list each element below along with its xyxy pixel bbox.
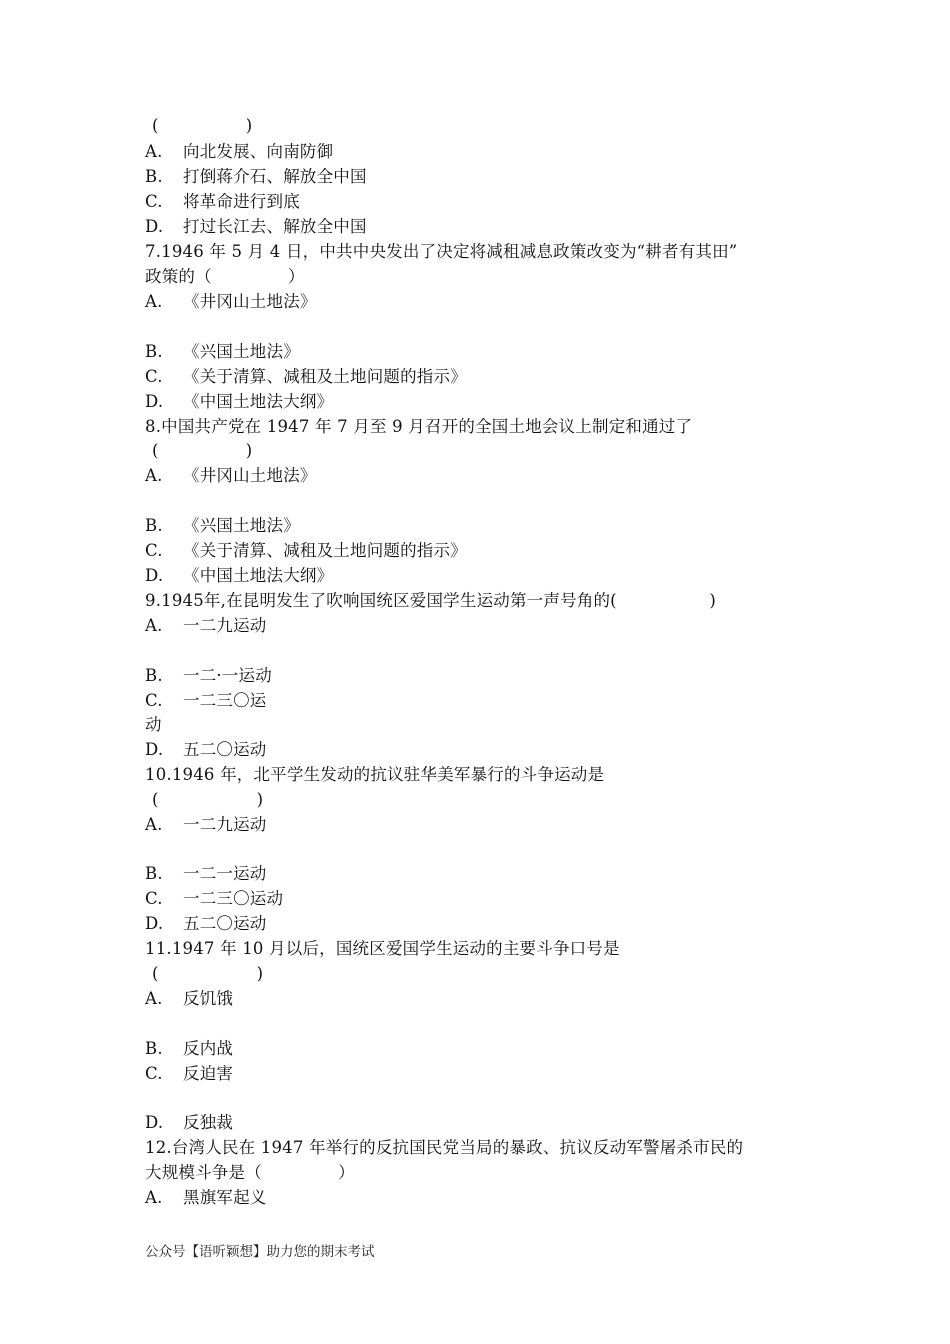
- option-label: D.: [145, 1113, 164, 1132]
- option-label: B.: [145, 666, 163, 685]
- option-label: C.: [145, 889, 163, 908]
- option-q9-c: [145, 689, 267, 713]
- option-label: B.: [145, 516, 163, 535]
- option-text: 黑旗军起义: [183, 1188, 267, 1207]
- option-text: 一二三〇运: [183, 691, 267, 710]
- question-12-line-1: 12.台湾人民在 1947 年举行的反抗国民党当局的暴政、抗议反动军警屠杀市民的: [145, 1138, 744, 1157]
- option-label: B.: [145, 1039, 163, 1058]
- option-q10-a: [145, 813, 267, 837]
- option-q11-b: [145, 1037, 233, 1061]
- option-label: A.: [145, 466, 163, 485]
- option-q9-d: [145, 738, 267, 762]
- question-10-line-1: 10.1946 年，北平学生发动的抗议驻华美军暴行的斗争运动是: [145, 765, 605, 784]
- option-label: A.: [145, 989, 163, 1008]
- option-text: 反内战: [183, 1039, 234, 1058]
- option-label: D.: [145, 740, 164, 759]
- question-11-line-2: ( ): [152, 964, 264, 983]
- option-q6-c: [145, 190, 300, 214]
- question-12-line-2: 大规模斗争是（ ）: [145, 1163, 355, 1182]
- question-7-line-1: 7.1946 年 5 月 4 日，中共中央发出了决定将减租减息政策改变为“耕者有其田”: [145, 242, 738, 261]
- option-text: 一二一运动: [183, 864, 267, 883]
- option-label: C.: [145, 541, 163, 560]
- option-q11-c: [145, 1062, 233, 1086]
- option-label: A.: [145, 616, 163, 635]
- option-q7-a: [145, 290, 317, 314]
- option-text: 五二〇运动: [183, 914, 267, 933]
- option-q11-a: [145, 987, 233, 1011]
- option-text: 《井冈山土地法》: [183, 466, 317, 485]
- option-label: A.: [145, 292, 163, 311]
- question-8-line-2: ( ): [152, 441, 253, 460]
- option-q8-b: [145, 514, 300, 538]
- option-text: 《中国土地法大纲》: [183, 566, 334, 585]
- option-label: D.: [145, 217, 164, 236]
- option-text: 《兴国土地法》: [183, 342, 300, 361]
- question-9-line-1: 9.1945年,在昆明发生了吹响国统区爱国学生运动第一声号角的( ): [145, 591, 717, 610]
- option-label: D.: [145, 914, 164, 933]
- option-label: D.: [145, 392, 164, 411]
- option-text: 向北发展、向南防御: [183, 142, 334, 161]
- option-text: 一二九运动: [183, 616, 267, 635]
- option-text: 一二九运动: [183, 815, 267, 834]
- option-text: 《关于清算、减租及土地问题的指示》: [183, 541, 467, 560]
- option-text: 《中国土地法大纲》: [183, 392, 334, 411]
- option-q8-c: [145, 539, 467, 563]
- option-q10-b: [145, 862, 267, 886]
- option-q7-d: [145, 390, 333, 414]
- option-q10-c: [145, 887, 283, 911]
- option-text: 反饥饿: [183, 989, 234, 1008]
- option-q8-d: [145, 564, 333, 588]
- option-text: 一二三〇运动: [183, 889, 284, 908]
- option-label: C.: [145, 1064, 163, 1083]
- option-q6-d: [145, 215, 367, 239]
- option-text: 五二〇运动: [183, 740, 267, 759]
- option-label: A.: [145, 142, 163, 161]
- option-text: 打倒蒋介石、解放全中国: [183, 167, 367, 186]
- answer-blank: ( ): [152, 116, 253, 135]
- option-text: 《关于清算、减租及土地问题的指示》: [183, 367, 467, 386]
- option-q7-c: [145, 365, 467, 389]
- option-label: A.: [145, 1188, 163, 1207]
- option-label: C.: [145, 691, 163, 710]
- option-q7-b: [145, 340, 300, 364]
- page-footer: 公众号【语听颖想】助力您的期末考试: [145, 1244, 375, 1260]
- question-11-line-1: 11.1947 年 10 月以后，国统区爱国学生运动的主要斗争口号是: [145, 939, 620, 958]
- option-label: D.: [145, 566, 164, 585]
- question-8-line-1: 8.中国共产党在 1947 年 7 月至 9 月召开的全国土地会议上制定和通过了: [145, 417, 693, 436]
- option-label: C.: [145, 367, 163, 386]
- option-q9-a: [145, 614, 267, 638]
- option-q6-a: [145, 140, 333, 164]
- option-q11-d: [145, 1111, 233, 1135]
- option-text: 《兴国土地法》: [183, 516, 300, 535]
- option-label: B.: [145, 864, 163, 883]
- option-q8-a: [145, 464, 317, 488]
- option-q9-c-wrap: 动: [145, 715, 162, 734]
- option-text: 一二·一运动: [183, 666, 272, 685]
- option-q9-b: [145, 664, 272, 688]
- option-label: B.: [145, 167, 163, 186]
- option-q10-d: [145, 912, 267, 936]
- option-label: B.: [145, 342, 163, 361]
- option-label: C.: [145, 192, 163, 211]
- option-text: 反迫害: [183, 1064, 234, 1083]
- option-label: A.: [145, 815, 163, 834]
- option-text: 《井冈山土地法》: [183, 292, 317, 311]
- option-text: 反独裁: [183, 1113, 234, 1132]
- question-10-line-2: ( ): [152, 790, 264, 809]
- option-q12-a: [145, 1186, 267, 1210]
- option-text: 打过长江去、解放全中国: [183, 217, 367, 236]
- question-7-line-2: 政策的（ ）: [145, 267, 305, 286]
- option-q6-b: [145, 165, 367, 189]
- option-text: 将革命进行到底: [183, 192, 300, 211]
